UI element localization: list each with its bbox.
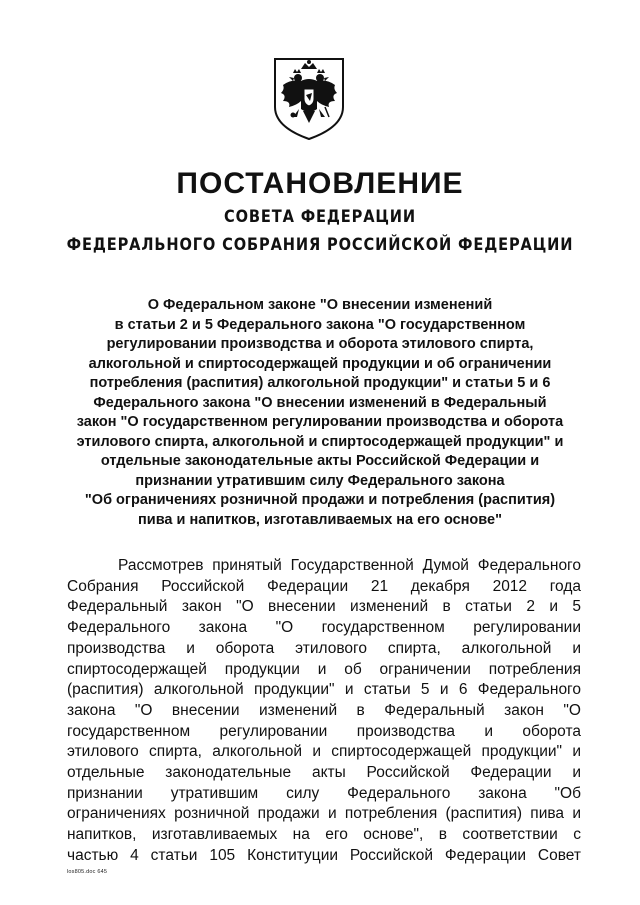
body-line: напитков, изготавливаемых на его основе", в соответствии с bbox=[67, 826, 581, 844]
subject-line: закон "О государственном регулировании производства и оборота bbox=[76, 414, 564, 430]
subject-line: признании утратившим силу Федерального закона bbox=[135, 472, 505, 489]
subject-line: О Федеральном законе "О внесении изменений bbox=[147, 297, 493, 313]
body-paragraph bbox=[67, 556, 581, 867]
body-line: государственном регулировании производства и оборота bbox=[67, 722, 581, 740]
body-line: отдельные законодательные акты Российской Федерации и bbox=[67, 764, 581, 782]
subject-line: алкогольной и спиртосодержащей продукции и об ограничении bbox=[88, 355, 552, 372]
body-line: (распития) алкогольной продукции" и статьи 5 и 6 Федерального bbox=[67, 681, 581, 699]
body-line: этилового спирта, алкогольной и спиртосодержащей продукции" и bbox=[67, 743, 581, 761]
resolution-subject bbox=[60, 296, 580, 530]
body-line: Рассмотрев принятый Государственной Думой Федерального bbox=[118, 557, 581, 574]
body-line: производства и оборота этилового спирта, алкогольной и bbox=[67, 639, 581, 657]
issuing-body-line-1: СОВЕТА ФЕДЕРАЦИИ bbox=[224, 207, 416, 227]
document-title: ПОСТАНОВЛЕНИЕ bbox=[176, 167, 464, 200]
document-file-code: los805.doc 645 bbox=[67, 869, 108, 875]
subject-line: пива и напитков, изготавливаемых на его основе" bbox=[138, 511, 502, 528]
body-line: спиртосодержащей продукции и об ограничении потребления bbox=[67, 660, 581, 678]
subject-line: потребления (распития) алкогольной продукции" и статьи 5 и 6 bbox=[89, 375, 551, 391]
subject-line: "Об ограничениях розничной продажи и потребления (распития) bbox=[84, 492, 556, 508]
body-line: признании утратившим силу Федерального закона "Об bbox=[67, 784, 581, 802]
subject-line: этилового спирта, алкогольной и спиртосодержащей продукции" и bbox=[76, 433, 564, 450]
coat-of-arms-icon bbox=[271, 55, 347, 141]
body-line: частью 4 статьи 105 Конституции Российской Федерации Совет bbox=[67, 846, 581, 864]
issuing-body-line-2: ФЕДЕРАЛЬНОГО СОБРАНИЯ РОССИЙСКОЙ ФЕДЕРАЦИИ bbox=[66, 235, 574, 255]
subject-line: в статьи 2 и 5 Федерального закона "О государственном bbox=[114, 316, 526, 333]
body-line: Федерального закона "О государственном регулировании bbox=[67, 619, 581, 637]
body-line: закона "О внесении изменений в Федеральный закон "О bbox=[67, 701, 581, 719]
subject-line: регулировании производства и оборота этилового спирта, bbox=[106, 336, 534, 352]
subject-line: отдельные законодательные акты Российской Федерации и bbox=[100, 453, 540, 469]
subject-line: Федерального закона "О внесении изменений в Федеральный bbox=[93, 394, 547, 411]
body-line: Федеральный закон "О внесении изменений в статьи 2 и 5 bbox=[67, 598, 581, 616]
body-line: Собрания Российской Федерации 21 декабря 2012 года bbox=[67, 577, 581, 595]
body-line: ограничениях розничной продажи и потребления (распития) пива и bbox=[67, 805, 581, 823]
